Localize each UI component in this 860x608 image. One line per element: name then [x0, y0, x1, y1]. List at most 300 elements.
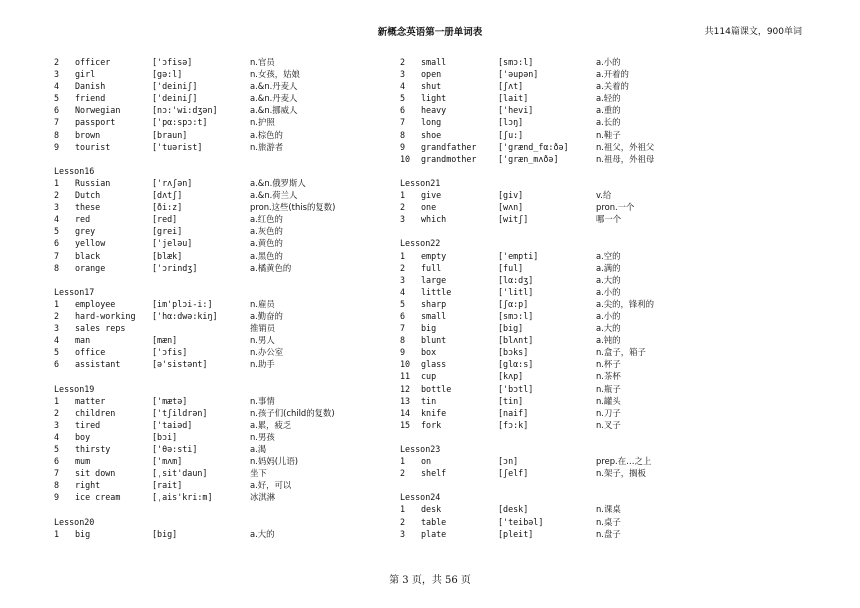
vocabulary-row — [54, 262, 292, 274]
chinese-meaning: n.桌子 — [596, 516, 621, 527]
chinese-meaning: a.红色的 — [250, 214, 283, 225]
chinese-meaning: a.&n.丹麦人 — [250, 93, 298, 104]
chinese-meaning: n.杯子 — [596, 359, 621, 370]
entry-number: 2 — [400, 57, 406, 67]
vocabulary-row — [54, 56, 275, 68]
chinese-meaning: n.盘子 — [596, 528, 621, 539]
phonetic-transcription: [tin] — [498, 395, 524, 406]
chinese-meaning: n.祖父，外祖父 — [596, 141, 655, 152]
english-word: small — [421, 310, 447, 321]
phonetic-transcription: ['tʃildrən] — [152, 407, 208, 418]
phonetic-transcription: ['mʌm] — [152, 456, 183, 467]
phonetic-transcription: [glα:s] — [498, 359, 534, 370]
english-word: open — [421, 69, 442, 80]
document-title: 新概念英语第一册单词表 — [377, 27, 483, 38]
vocabulary-row — [400, 201, 635, 213]
entry-number: 8 — [54, 129, 60, 140]
chinese-meaning: n.课桌 — [596, 504, 621, 515]
chinese-meaning: a.重的 — [596, 105, 621, 116]
entry-number: 2 — [54, 190, 60, 201]
chinese-meaning: a.大的 — [250, 528, 275, 539]
phonetic-transcription: ['bɔtl] — [498, 383, 534, 394]
vocabulary-row — [54, 467, 267, 479]
entry-number: 5 — [54, 444, 60, 454]
vocabulary-row — [400, 467, 646, 479]
section-spacer — [400, 165, 440, 177]
phonetic-transcription: [dʌtʃ] — [152, 190, 183, 201]
phonetic-transcription: ['pα:spɔ:t] — [152, 117, 208, 128]
phonetic-transcription: ['mætə] — [152, 395, 188, 406]
chinese-meaning: n.男孩 — [250, 431, 275, 442]
phonetic-transcription: [braun] — [152, 129, 188, 140]
lesson-heading: Lesson24 — [400, 492, 441, 503]
english-word: red — [75, 214, 91, 225]
vocabulary-row — [400, 503, 621, 515]
phonetic-transcription: [fɔ:k] — [498, 419, 529, 430]
entry-number: 2 — [400, 468, 406, 479]
chinese-meaning: v.给 — [596, 190, 612, 201]
phonetic-transcription: [ʃelf] — [498, 468, 529, 479]
phonetic-transcription: ['hevi] — [498, 105, 534, 116]
chinese-meaning: a.&n.荷兰人 — [250, 190, 298, 201]
chinese-meaning: n.妈妈(儿语) — [250, 456, 299, 467]
phonetic-transcription: ['græn_mʌðə] — [498, 153, 559, 164]
chinese-meaning: n.茶杯 — [596, 371, 621, 382]
english-word: shut — [421, 81, 442, 92]
entry-number: 1 — [400, 190, 406, 201]
phonetic-transcription: [ə'sistənt] — [152, 359, 208, 370]
chinese-meaning: a.累，疲乏 — [250, 419, 292, 430]
phonetic-transcription: [ɔn] — [498, 456, 519, 467]
english-word: black — [75, 250, 101, 261]
chinese-meaning: a.好，可以 — [250, 480, 292, 491]
entry-number: 10 — [400, 359, 411, 370]
english-word: one — [421, 202, 437, 213]
phonetic-transcription: ['əupən] — [498, 69, 539, 80]
entry-number: 7 — [54, 250, 60, 261]
english-word: Dutch — [75, 190, 101, 201]
entry-number: 2 — [54, 310, 60, 321]
chinese-meaning: n.旅游者 — [250, 141, 284, 152]
english-word: tired — [75, 419, 101, 430]
chinese-meaning: 推销员 — [250, 323, 276, 334]
phonetic-transcription: ['ɔfis] — [152, 347, 188, 358]
entry-number: 8 — [400, 335, 406, 346]
english-word: shoe — [421, 129, 442, 140]
document-summary: 共114篇课文，900单词 — [704, 27, 802, 37]
entry-number: 7 — [400, 117, 406, 128]
entry-number: 4 — [54, 335, 60, 346]
chinese-meaning: n.官员 — [250, 57, 275, 67]
phonetic-transcription: [im'plɔi-i:] — [152, 298, 213, 309]
entry-number: 2 — [400, 262, 406, 273]
entry-number: 1 — [54, 395, 60, 406]
english-word: light — [421, 93, 447, 104]
entry-number: 1 — [400, 504, 406, 515]
entry-number: 5 — [400, 93, 406, 104]
phonetic-transcription: [wʌn] — [498, 202, 524, 213]
english-word: which — [421, 214, 447, 225]
lesson-heading: Lesson21 — [400, 177, 441, 188]
english-word: grey — [75, 226, 96, 237]
vocabulary-row — [400, 455, 652, 467]
english-word: blunt — [421, 335, 447, 346]
lesson-heading: Lesson16 — [54, 165, 95, 176]
entry-number: 15 — [400, 419, 411, 430]
entry-number: 6 — [54, 359, 60, 370]
chinese-meaning: n.护照 — [250, 117, 275, 128]
section-spacer — [54, 153, 94, 165]
english-word: give — [421, 190, 442, 201]
english-word: tin — [421, 395, 437, 406]
chinese-meaning: a.&n.俄罗斯人 — [250, 177, 306, 188]
chinese-meaning: a.尖的，锋利的 — [596, 298, 655, 309]
entry-number: 3 — [54, 323, 60, 334]
english-word: girl — [75, 69, 96, 80]
chinese-meaning: a.橘黄色的 — [250, 262, 292, 273]
chinese-meaning: n.罐头 — [596, 395, 621, 406]
english-word: employee — [75, 298, 116, 309]
english-word: grandmother — [421, 153, 477, 164]
chinese-meaning: a.黑色的 — [250, 250, 283, 261]
vocabulary-row — [400, 213, 622, 225]
entry-number: 4 — [400, 286, 406, 297]
chinese-meaning: a.黄色的 — [250, 238, 283, 249]
chinese-meaning: a.&n.挪威人 — [250, 105, 298, 116]
vocabulary-row — [54, 92, 298, 104]
phonetic-transcription: [smɔ:l] — [498, 57, 534, 67]
chinese-meaning: a.轻的 — [596, 93, 621, 104]
vocabulary-row — [54, 455, 299, 467]
vocabulary-row — [54, 528, 275, 540]
english-word: Danish — [75, 81, 106, 92]
vocabulary-row — [400, 189, 612, 201]
section-spacer — [54, 503, 94, 515]
section-spacer — [400, 225, 440, 237]
vocabulary-row — [54, 443, 267, 455]
phonetic-transcription: [witʃ] — [498, 214, 529, 225]
entry-number: 10 — [400, 153, 411, 164]
chinese-meaning: n.雇员 — [250, 298, 275, 309]
vocabulary-row — [54, 129, 283, 141]
english-word: matter — [75, 395, 106, 406]
vocabulary-row — [54, 334, 275, 346]
english-word: cup — [421, 371, 437, 382]
vocabulary-row — [54, 358, 275, 370]
english-word: friend — [75, 93, 106, 104]
entry-number: 8 — [54, 480, 60, 491]
left-word-column — [54, 56, 336, 540]
chinese-meaning: n.盒子，箱子 — [596, 347, 646, 358]
vocabulary-row — [54, 298, 275, 310]
vocabulary-row — [54, 322, 276, 334]
vocabulary-row — [54, 491, 276, 503]
entry-number: 9 — [400, 347, 406, 358]
vocabulary-row — [400, 68, 629, 80]
entry-number: 3 — [400, 274, 406, 285]
english-word: passport — [75, 117, 116, 128]
entry-number: 1 — [54, 528, 60, 539]
vocabulary-row — [54, 189, 298, 201]
vocabulary-row — [54, 407, 335, 419]
entry-number: 3 — [54, 202, 60, 213]
entry-number: 6 — [54, 456, 60, 467]
phonetic-transcription: [nɔ:'wi:dʒən] — [152, 105, 218, 116]
vocabulary-row — [400, 274, 621, 286]
vocabulary-row — [54, 395, 275, 407]
vocabulary-row — [54, 80, 298, 92]
vocabulary-row — [400, 395, 621, 407]
vocabulary-row — [54, 250, 283, 262]
english-word: these — [75, 202, 101, 213]
entry-number: 2 — [400, 202, 406, 213]
phonetic-transcription: ['teibəl] — [498, 516, 544, 527]
entry-number: 3 — [54, 419, 60, 430]
phonetic-transcription: [ˌsit'daun] — [152, 468, 208, 479]
phonetic-transcription: ['taiəd] — [152, 419, 193, 430]
vocabulary-row — [400, 104, 621, 116]
entry-number: 4 — [54, 214, 60, 225]
english-word: thirsty — [75, 444, 111, 454]
phonetic-transcription: ['tuərist] — [152, 141, 203, 152]
vocabulary-row — [54, 431, 275, 443]
phonetic-transcription: [giv] — [498, 190, 524, 201]
chinese-meaning: pron.一个 — [596, 202, 635, 213]
chinese-meaning: a.灰色的 — [250, 226, 283, 237]
lesson-heading: Lesson19 — [54, 383, 95, 394]
english-word: office — [75, 347, 106, 358]
phonetic-transcription: [bɔks] — [498, 347, 529, 358]
vocabulary-row — [400, 407, 621, 419]
vocabulary-row — [400, 80, 629, 92]
chinese-meaning: n.办公室 — [250, 347, 284, 358]
english-word: fork — [421, 419, 442, 430]
chinese-meaning: n.助手 — [250, 359, 275, 370]
phonetic-transcription: [ʃʌt] — [498, 81, 524, 92]
vocabulary-row — [400, 298, 655, 310]
phonetic-transcription: [ful] — [498, 262, 524, 273]
vocabulary-row — [54, 225, 283, 237]
english-word: officer — [75, 57, 111, 67]
english-word: glass — [421, 359, 447, 370]
phonetic-transcription: [naif] — [498, 407, 529, 418]
phonetic-transcription: ['ɔrindʒ] — [152, 262, 198, 273]
phonetic-transcription: [blæk] — [152, 250, 183, 261]
chinese-meaning: a.小的 — [596, 286, 621, 297]
entry-number: 1 — [400, 250, 406, 261]
english-word: plate — [421, 528, 447, 539]
phonetic-transcription: ['empti] — [498, 250, 539, 261]
lesson-heading: Lesson20 — [54, 516, 95, 527]
vocabulary-row — [54, 213, 283, 225]
phonetic-transcription: [ʃu:] — [498, 129, 524, 140]
vocabulary-row — [54, 310, 283, 322]
entry-number: 6 — [400, 310, 406, 321]
vocabulary-row — [400, 383, 621, 395]
entry-number: 5 — [54, 347, 60, 358]
entry-number: 5 — [54, 93, 60, 104]
entry-number: 7 — [54, 468, 60, 479]
entry-number: 8 — [400, 129, 406, 140]
english-word: mum — [75, 456, 91, 467]
section-spacer — [400, 431, 440, 443]
entry-number: 7 — [400, 323, 406, 334]
english-word: on — [421, 456, 432, 467]
chinese-meaning: a.渴 — [250, 444, 267, 454]
phonetic-transcription: [lɔŋ] — [498, 117, 524, 128]
entry-number: 4 — [54, 431, 60, 442]
english-word: boy — [75, 431, 91, 442]
entry-number: 6 — [400, 105, 406, 116]
chinese-meaning: 哪一个 — [596, 214, 622, 225]
chinese-meaning: n.孩子们(child的复数) — [250, 407, 335, 418]
entry-number: 2 — [54, 57, 60, 67]
chinese-meaning: 坐下 — [250, 468, 267, 479]
chinese-meaning: n.叉子 — [596, 419, 621, 430]
chinese-meaning: a.&n.丹麦人 — [250, 81, 298, 92]
entry-number: 9 — [54, 492, 60, 503]
section-spacer — [54, 370, 94, 382]
phonetic-transcription: [pleit] — [498, 528, 534, 539]
english-word: big — [421, 323, 437, 334]
phonetic-transcription: [ði:z] — [152, 202, 183, 213]
vocabulary-row — [400, 129, 621, 141]
english-word: sharp — [421, 298, 447, 309]
vocabulary-row — [400, 370, 621, 382]
entry-number: 9 — [54, 141, 60, 152]
vocabulary-row — [400, 346, 646, 358]
chinese-meaning: n.事情 — [250, 395, 275, 406]
english-word: large — [421, 274, 447, 285]
vocabulary-row — [400, 516, 621, 528]
vocabulary-row — [400, 262, 621, 274]
vocabulary-row — [54, 419, 292, 431]
phonetic-transcription: ['θə:sti] — [152, 444, 198, 454]
lesson-heading: Lesson22 — [400, 238, 441, 249]
phonetic-transcription: ['deiniʃ] — [152, 93, 198, 104]
chinese-meaning: n.刀子 — [596, 407, 621, 418]
english-word: heavy — [421, 105, 447, 116]
phonetic-transcription: [ˌais'kri:m] — [152, 492, 213, 503]
phonetic-transcription: [blʌnt] — [498, 335, 534, 346]
english-word: brown — [75, 129, 101, 140]
phonetic-transcription: ['ɔfisə] — [152, 57, 193, 67]
phonetic-transcription: [desk] — [498, 504, 529, 515]
phonetic-transcription: ['litl] — [498, 286, 534, 297]
chinese-meaning: a.长的 — [596, 117, 621, 128]
english-word: hard-working — [75, 310, 136, 321]
chinese-meaning: a.棕色的 — [250, 129, 283, 140]
english-word: Norwegian — [75, 105, 121, 116]
english-word: empty — [421, 250, 447, 261]
phonetic-transcription: [kʌp] — [498, 371, 524, 382]
vocabulary-row — [54, 68, 300, 80]
english-word: man — [75, 335, 91, 346]
chinese-meaning: n.男人 — [250, 335, 275, 346]
vocabulary-row — [400, 92, 621, 104]
entry-number: 1 — [400, 456, 406, 467]
english-word: tourist — [75, 141, 111, 152]
entry-number: 5 — [54, 226, 60, 237]
vocabulary-row — [54, 177, 306, 189]
chinese-meaning: a.关着的 — [596, 81, 629, 92]
english-word: shelf — [421, 468, 447, 479]
chinese-meaning: a.勤奋的 — [250, 310, 283, 321]
vocabulary-row — [400, 286, 621, 298]
vocabulary-row — [400, 56, 621, 68]
chinese-meaning: a.满的 — [596, 262, 621, 273]
entry-number: 7 — [54, 117, 60, 128]
vocabulary-row — [400, 310, 621, 322]
english-word: sales reps — [75, 323, 126, 334]
entry-number: 8 — [54, 262, 60, 273]
entry-number: 9 — [400, 141, 406, 152]
chinese-meaning: n.架子，搁板 — [596, 468, 646, 479]
vocabulary-row — [400, 116, 621, 128]
entry-number: 14 — [400, 407, 411, 418]
vocabulary-row — [54, 116, 275, 128]
chinese-meaning: n.鞋子 — [596, 129, 621, 140]
english-word: right — [75, 480, 101, 491]
phonetic-transcription: [big] — [498, 323, 524, 334]
vocabulary-row — [54, 346, 284, 358]
entry-number: 3 — [400, 528, 406, 539]
vocabulary-row — [400, 250, 621, 262]
vocabulary-row — [54, 104, 298, 116]
chinese-meaning: prep.在…之上 — [596, 456, 652, 467]
english-word: knife — [421, 407, 447, 418]
vocabulary-row — [400, 358, 621, 370]
vocabulary-row — [54, 237, 283, 249]
phonetic-transcription: [bɔi] — [152, 431, 178, 442]
vocabulary-row — [54, 141, 284, 153]
section-spacer — [400, 479, 440, 491]
vocabulary-row — [400, 419, 621, 431]
english-word: desk — [421, 504, 442, 515]
phonetic-transcription: [lait] — [498, 93, 529, 104]
english-word: children — [75, 407, 116, 418]
entry-number: 3 — [400, 214, 406, 225]
english-word: small — [421, 57, 447, 67]
english-word: yellow — [75, 238, 106, 249]
phonetic-transcription: [red] — [152, 214, 178, 225]
english-word: ice cream — [75, 492, 121, 503]
english-word: orange — [75, 262, 106, 273]
phonetic-transcription: [mæn] — [152, 335, 178, 346]
chinese-meaning: n.女孩，姑娘 — [250, 69, 300, 80]
entry-number: 5 — [400, 298, 406, 309]
chinese-meaning: n.祖母，外祖母 — [596, 153, 655, 164]
lesson-heading: Lesson23 — [400, 444, 441, 454]
vocabulary-row — [400, 528, 621, 540]
phonetic-transcription: [grei] — [152, 226, 183, 237]
english-word: grandfather — [421, 141, 477, 152]
chinese-meaning: a.钝的 — [596, 335, 621, 346]
phonetic-transcription: ['grænd_fα:ðə] — [498, 141, 569, 152]
phonetic-transcription: ['hα:dwə:kiŋ] — [152, 310, 218, 321]
chinese-meaning: 冰淇淋 — [250, 492, 276, 503]
entry-number: 3 — [54, 69, 60, 80]
entry-number: 1 — [54, 177, 60, 188]
phonetic-transcription: [smɔ:l] — [498, 310, 534, 321]
chinese-meaning: pron.这些(this的复数) — [250, 202, 336, 213]
chinese-meaning: a.小的 — [596, 57, 621, 67]
entry-number: 4 — [54, 81, 60, 92]
phonetic-transcription: [ʃα:p] — [498, 298, 529, 309]
entry-number: 11 — [400, 371, 411, 382]
vocabulary-row — [54, 479, 292, 491]
english-word: little — [421, 286, 452, 297]
